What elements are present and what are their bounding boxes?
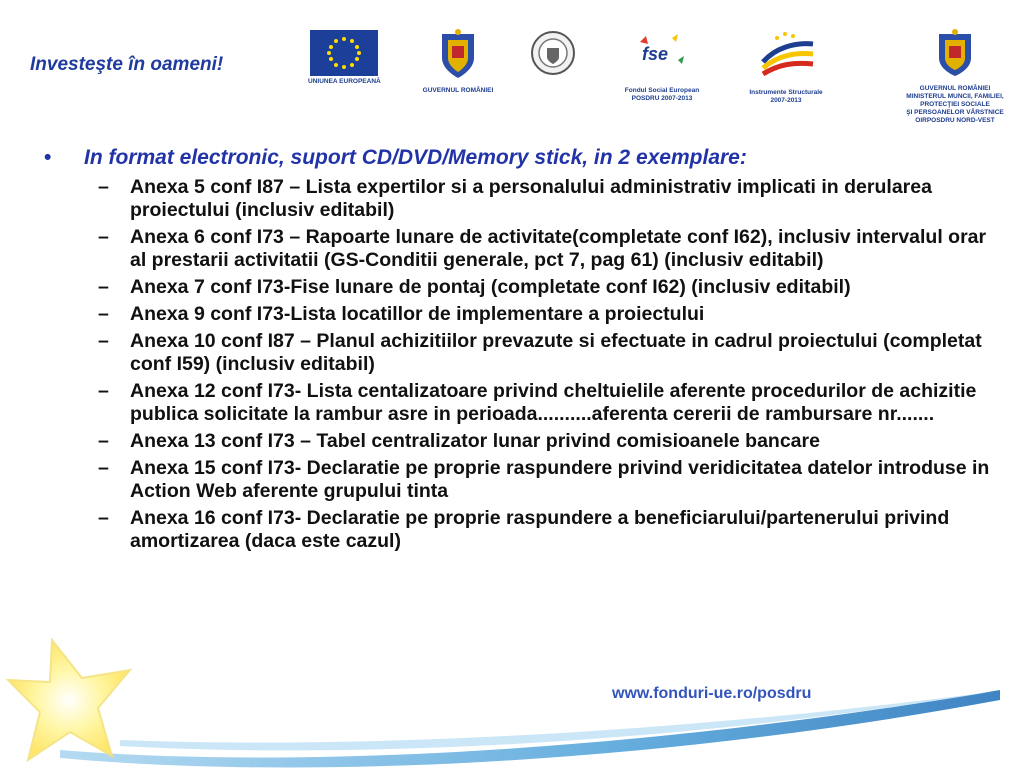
dash-icon: – [98, 276, 109, 298]
guvern-logo [420, 28, 496, 95]
dash-icon: – [98, 330, 109, 352]
ministerul-caption-1: GUVERNUL ROMÂNIEI [919, 85, 991, 92]
eu-caption: UNIUNEA EUROPEANĂ [308, 78, 381, 85]
heading-row [44, 146, 994, 170]
ministerul-logo [900, 28, 1010, 125]
item-text: Anexa 5 conf I87 – Lista expertilor si a personalului administrativ implicati in derularea proiectului (inclusiv editabil) [130, 176, 932, 221]
dash-icon: – [98, 176, 109, 198]
ministerul-caption-4: ŞI PERSOANELOR VÂRSTNICE [906, 109, 1004, 116]
ministerul-caption-5: OIRPOSDRU NORD-VEST [915, 117, 995, 124]
instrumente-caption-1: Instrumente Structurale [749, 89, 823, 96]
ministerul-caption-2: MINISTERUL MUNCII, FAMILIEI, [906, 93, 1004, 100]
item-text: Anexa 9 conf I73-Lista locatillor de implementare a proiectului [130, 303, 705, 325]
eu-flag-icon [310, 30, 378, 76]
dash-icon: – [98, 303, 109, 325]
fse-icon [632, 30, 692, 80]
item-text: Anexa 6 conf I73 – Rapoarte lunare de activitate(completate conf I62), inclusiv intervalul orar al prestarii activitatii (GS-Conditii generale, pct 7, pag 61) (inclusiv editabil) [130, 226, 987, 271]
item-text: Anexa 10 conf I87 – Planul achizitiilor prevazute si efectuate in cadrul proiectului (completat conf I59) (inclusiv editabil) [130, 330, 982, 375]
item-text: Anexa 12 conf I73- Lista centalizatoare privind cheltuielile aferente procedurilor de achizitie publica solicitate la rambur asre in perioada..........aferenta cererii de rambursare nr....... [130, 380, 977, 425]
list-item [98, 430, 994, 453]
svg-text:fse: fse [642, 44, 669, 64]
list-item [98, 380, 994, 426]
dash-icon: – [98, 457, 109, 479]
dash-icon: – [98, 226, 109, 248]
coat-of-arms-icon [438, 28, 478, 80]
seal-icon [530, 30, 576, 76]
eu-logo [308, 30, 380, 86]
instrumente-structurale-icon [755, 28, 817, 82]
fse-logo [614, 30, 710, 103]
dash-icon: – [98, 430, 109, 452]
list-item [98, 276, 994, 299]
dash-icon: – [98, 380, 109, 402]
guvern-caption: GUVERNUL ROMÂNIEI [422, 87, 494, 94]
seal-logo [528, 30, 578, 81]
instrumente-caption-2: 2007-2013 [770, 97, 802, 104]
list-item [98, 303, 994, 326]
section-heading: In format electronic, suport CD/DVD/Memory stick, in 2 exemplare: [84, 146, 747, 169]
item-text: Anexa 13 conf I73 – Tabel centralizator lunar privind comisioanele bancare [130, 430, 820, 452]
item-text: Anexa 15 conf I73- Declaratie pe proprie raspundere privind veridicitatea datelor introduse in Action Web aferente grupului tinta [130, 457, 990, 502]
annex-list [44, 176, 994, 553]
item-text: Anexa 7 conf I73-Fise lunare de pontaj (completate conf I62) (inclusiv editabil) [130, 276, 851, 298]
ministerul-caption-3: PROTECŢIEI SOCIALE [920, 101, 990, 108]
fse-caption-2: POSDRU 2007-2013 [631, 95, 693, 102]
fse-caption-1: Fondul Social European [624, 87, 700, 94]
footer-url-link[interactable]: www.fonduri-ue.ro/posdru [612, 685, 812, 702]
item-text: Anexa 16 conf I73- Declaratie pe proprie raspundere a beneficiarului/partenerului privind amortizarea (daca este cazul) [130, 507, 950, 552]
instrumente-logo [738, 28, 834, 105]
list-item [98, 330, 994, 376]
bullet-icon: • [44, 146, 52, 169]
dash-icon: – [98, 507, 109, 529]
coat-of-arms-icon [935, 28, 975, 78]
swoosh-decoration [0, 600, 1024, 768]
tagline: Investeşte în oameni! [30, 54, 224, 75]
list-item [98, 176, 994, 222]
star-icon [8, 640, 130, 760]
list-item [98, 507, 994, 553]
list-item [98, 226, 994, 272]
slide-content [44, 146, 994, 557]
list-item [98, 457, 994, 503]
